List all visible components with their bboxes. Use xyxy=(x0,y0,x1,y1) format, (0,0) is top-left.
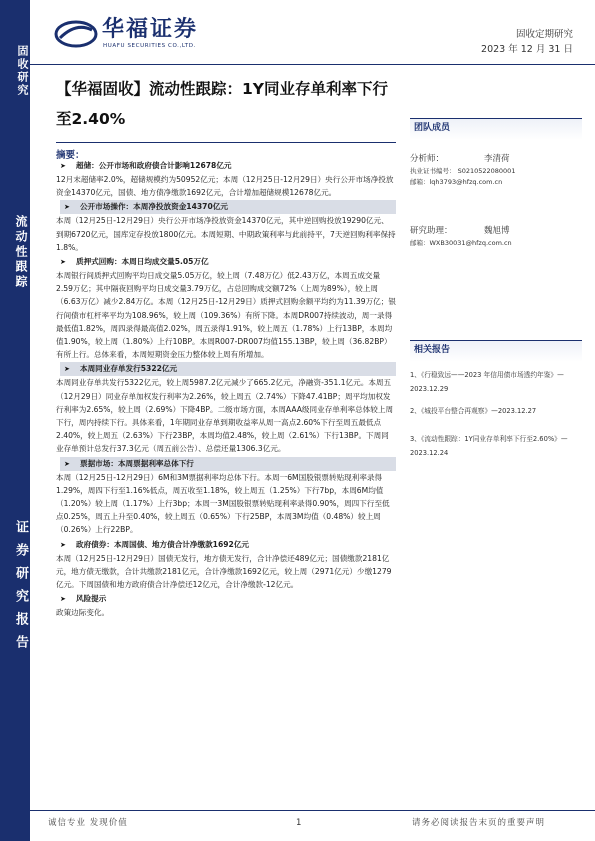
logo-name-cn: 华福证券 xyxy=(102,17,199,42)
related-report-link[interactable]: 2、《城投平台整合再观察》—2023.12.27 xyxy=(410,407,537,415)
abstract-section xyxy=(56,142,396,619)
bullet-arrow-icon: ➤ xyxy=(64,203,70,212)
team-member xyxy=(410,224,582,249)
header-meta xyxy=(481,27,573,57)
team-member xyxy=(410,152,582,188)
team-panel xyxy=(410,118,582,249)
bullet-arrow-icon: ➤ xyxy=(64,365,70,374)
footer-disclaimer: 请务必阅读报告末页的重要声明 xyxy=(411,818,545,828)
bullet-arrow-icon: ➤ xyxy=(60,258,66,267)
abstract-heading: 摘要： xyxy=(56,142,396,158)
section-body: 本周（12月25日-12月29日）6M和3M票据利率均总体下行。本周一6M国股银票转贴现利率录得1.29%，周四下行至1.16%低点，周五收至1.18%，较上周五（1.25%）下行7bp，本周6M均值（1.20%）较上周（1.17%）上行3bp；本周一3M国股银票转贴现利率录得0.90%，周四下行至低点0.25%，周五上升至0.40%，较上周五（0.65%）下行25BP，本周3M均值（0.48%）较上周（0.26%）上行22BP。 xyxy=(56,472,390,535)
section-heading: ➤ 质押式回购：本周日均成交量5.05万亿 xyxy=(56,255,396,269)
member-email: 邮箱：lqh3793@hfzq.com.cn xyxy=(410,178,503,186)
section-body: 本周（12月25日-12月29日）央行公开市场净投放资金14370亿元，其中逆回购投放19290亿元、到期6720亿元，国库定存投放1800亿元。本周短期、中期政策利率与此前持平，7天逆回购利率保持1.8%。 xyxy=(56,216,396,252)
bullet-arrow-icon: ➤ xyxy=(60,595,66,604)
member-license: 执业证书编号： S0210522080001 xyxy=(410,167,516,175)
related-reports xyxy=(410,340,582,460)
logo-name-en: HUAFU SECURITIES CO.,LTD. xyxy=(103,43,196,49)
related-report-link[interactable]: 3、《流动性跟踪：1Y同业存单利率下行至2.60%》—2023.12.24 xyxy=(410,435,568,457)
section-heading: ➤ 票据市场：本周票据利率总体下行 xyxy=(60,457,396,471)
section-heading: ➤ 政府债券：本周国债、地方债合计净缴款1692亿元 xyxy=(56,538,396,552)
sidebar xyxy=(0,0,30,841)
report-title: 【华福固收】流动性跟踪：1Y同业存单利率下行至2.40% xyxy=(56,80,389,128)
logo-swoosh-icon xyxy=(54,18,98,50)
team-heading: 团队成员 xyxy=(410,118,582,140)
section-body: 本周同业存单共发行5322亿元，较上周5987.2亿元减少了665.2亿元，净融资-351.1亿元。本周五（12月29日）同业存单加权发行利率为2.26%，较上周五（2.74%）下降47.41BP；周平均加权发行利率为2.65%，较上周（2.69%）下降4BP。二级市场方面，本周AAA级同业存单利率总体较上周下行，周内持续下行。具体来看，1年期同业存单到期收益率从周一高点2.60%下行至周五最低点2.40%，较上周五（2.63%）下行23BP，本周均值2.48%，较上周（2.61%）下行13BP。下周同业存单预计总发行37.3亿元（周五前公告）、总偿还量1306.3亿元。 xyxy=(56,378,394,454)
sidebar-topic: 流动性跟踪 xyxy=(14,215,28,290)
member-name: 李清荷 xyxy=(484,154,510,164)
company-logo xyxy=(54,18,198,50)
page-number: 1 xyxy=(296,818,302,828)
member-name: 魏旭博 xyxy=(484,226,510,236)
section-heading: ➤ 本周同业存单发行5322亿元 xyxy=(60,362,396,376)
related-heading: 相关报告 xyxy=(410,340,582,362)
report-date: 2023 年 12 月 31 日 xyxy=(481,44,573,55)
bullet-arrow-icon: ➤ xyxy=(64,459,70,468)
sidebar-category: 固收研究 xyxy=(16,45,29,97)
bullet-arrow-icon: ➤ xyxy=(60,162,66,170)
sidebar-report-type: 证券研究报告 xyxy=(13,520,28,658)
section-body: 本周银行间质押式回购平均日成交量5.05万亿，较上周（7.48万亿）低2.43万亿，本周五成交量2.59万亿；其中隔夜回购平均日成交量3.79万亿，占总回购成交额72%（上周为89%），较上周（6.63万亿）减少2.84万亿。本周（12月25日-12月29日）质押式回购余额平均约为11.39万亿；银行间债市杠杆率平均为108.96%，较上周（109.36%）有所下降。本周DR007持续波动，周一录得最低值1.82%，周四录得最高值2.02%，周五录得1.91%，较上周五（1.78%）上行13BP，本周均值1.90%，较上周（1.80%）上行10BP。本周R007-DR007均值155.13BP，较上周（36.82BP）有所上行。总体来看，本周短期资金压力整体较上周有所增加。 xyxy=(56,271,396,360)
report-category: 固收定期研究 xyxy=(515,29,573,40)
footer-slogan: 诚信专业 发现价值 xyxy=(48,818,128,828)
section-body: 政策边际变化。 xyxy=(56,608,110,618)
bullet-arrow-icon: ➤ xyxy=(60,540,66,549)
section-body: 本周（12月25日-12月29日）国债无发行，地方债无发行，合计净偿还489亿元；国债缴款2181亿元，地方债无缴款，合计共缴款2181亿元，合计净缴款1692亿元，较上周（2971亿元）少缴1279亿元。下周国债和地方政府债合计净偿还12亿元，合计净缴款-12亿元。 xyxy=(56,553,392,590)
section-heading: ➤ 风险提示 xyxy=(56,592,396,606)
footer-divider xyxy=(30,810,595,811)
member-role: 分析师： xyxy=(410,154,445,164)
member-email: 邮箱：WXB30031@hfzq.com.cn xyxy=(410,239,512,247)
header-divider xyxy=(30,64,595,65)
member-role: 研究助理： xyxy=(410,226,453,236)
section-heading: ➤ 超储：公开市场和政府债合计影响12678亿元 xyxy=(56,159,396,173)
related-report-link[interactable]: 1、《行稳致远——2023 年信用债市场透约年鉴》—2023.12.29 xyxy=(410,371,564,393)
section-body: 12月末超储率2.0%，超储规模约为50952亿元；本周（12月25日-12月29日）央行公开市场净投放资金14370亿元，国债、地方债净缴款1692亿元，合计增加超储规模12678亿元。 xyxy=(56,175,394,198)
section-heading: ➤ 公开市场操作：本周净投放资金14370亿元 xyxy=(60,200,396,214)
